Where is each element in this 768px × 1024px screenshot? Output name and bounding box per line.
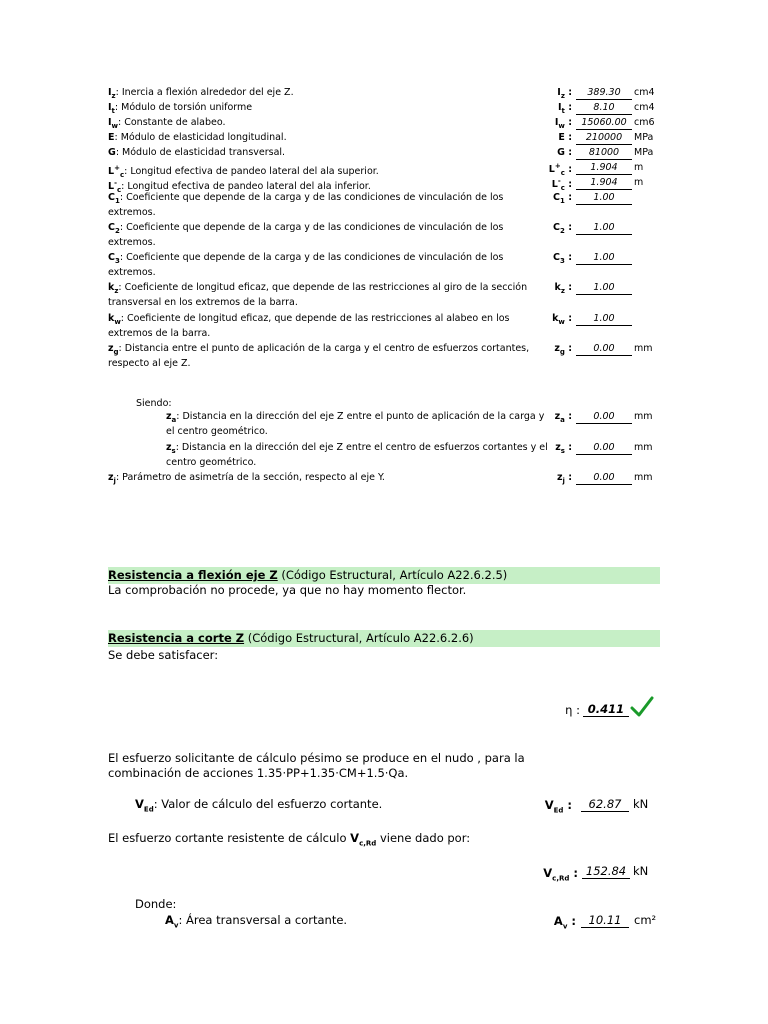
parameter-description: $I_w$: Constante de alabeo. [108, 117, 226, 130]
parameter-symbol: $I_t$ [108, 102, 115, 115]
parameter-description: $z_s$: Distancia en la dirección del eje Z entre el centro de esfuerzos cortantes y el centro geométrico. [166, 442, 548, 468]
parameter-symbol-right: $k_w$ : [552, 313, 572, 326]
parameter-value: 1.00 [576, 192, 632, 205]
parameter-value: 0.00 [576, 442, 632, 455]
parameter-symbol: $z_a$ [166, 411, 177, 424]
parameter-value: 1.00 [576, 282, 632, 295]
parameter-value: 15060.00 [576, 117, 632, 130]
parameter-description: $z_a$: Distancia en la dirección del eje Z entre el punto de aplicación de la carga y el centro geométrico. [166, 411, 545, 437]
eta-symbol: η : [565, 703, 580, 717]
parameter-description: $C_1$: Coeficiente que depende de la carga y de las condiciones de vinculación de los extremos. [108, 192, 504, 218]
flexion-text: La comprobación no procede, ya que no hay momento flector. [108, 583, 467, 597]
parameter-symbol: G [108, 147, 116, 158]
parameter-value: 210000 [576, 132, 632, 145]
parameter-symbol: $k_w$ [108, 313, 121, 326]
parameter-symbol-right: G : [557, 147, 572, 158]
corte-text-1: El esfuerzo solicitante de cálculo pésimo se produce en el nudo , para la combinación de acciones 1.35·PP+1.35·CM+1.5·Qa. [108, 751, 525, 780]
parameter-symbol-right: $I_w$ : [554, 117, 572, 130]
parameter-symbol: $C_2$ [108, 222, 120, 235]
section-title: Resistencia a flexión eje Z [108, 568, 278, 582]
parameter-symbol: $L^+_c$ [108, 164, 125, 180]
parameter-description: $k_z$: Coeficiente de longitud eficaz, que depende de las restricciones al giro de la sección transversal en los extremos de la barra. [108, 282, 528, 308]
parameter-unit: mm [634, 343, 653, 354]
parameter-symbol: $C_3$ [108, 252, 120, 265]
parameter-description: $I_z$: Inercia a flexión alrededor del eje Z. [108, 87, 294, 100]
corte-text-2: El esfuerzo cortante resistente de cálculo $V_{c,Rd}$ viene dado por: [108, 831, 471, 848]
parameter-description: G: Módulo de elasticidad transversal. [108, 147, 286, 158]
section-header-flexion [108, 567, 660, 584]
parameter-unit: m [634, 177, 644, 188]
parameter-symbol-right: $z_s$ : [555, 442, 572, 455]
ved-value: 62.87 [581, 797, 629, 812]
ved-symbol: $V_{Ed}$ [135, 797, 154, 814]
av-symbol: $A_v$ [165, 913, 179, 930]
parameter-description: $z_j$: Parámetro de asimetría de la sección, respecto al eje Y. [108, 472, 385, 485]
parameter-symbol: $C_1$ [108, 192, 120, 205]
parameter-value: 1.904 [576, 162, 632, 175]
parameter-symbol: E [108, 132, 115, 143]
parameter-description: $C_2$: Coeficiente que depende de la carga y de las condiciones de vinculación de los extremos. [108, 222, 504, 248]
parameter-symbol: $I_z$ [108, 87, 116, 100]
corte-intro: Se debe satisfacer: [108, 648, 219, 662]
parameter-unit: cm4 [634, 102, 655, 113]
vcrd-value: 152.84 [582, 864, 630, 879]
parameter-symbol-right: $z_j$ : [556, 472, 572, 485]
av-value: 10.11 [581, 913, 629, 928]
section-ref: (Código Estructural, Artículo A22.6.2.5) [277, 568, 508, 582]
ved-symbol-right: $V_{Ed}$ : [544, 798, 572, 815]
parameter-symbol: $z_g$ [108, 343, 119, 356]
section-ref: (Código Estructural, Artículo A22.6.2.6) [244, 631, 474, 645]
parameter-symbol: $L^-_c$ [108, 179, 122, 195]
section-title: Resistencia a corte Z [108, 631, 245, 645]
parameter-symbol: $I_w$ [108, 117, 119, 130]
parameter-unit: m [634, 162, 644, 173]
parameter-symbol-right: $L^+_c$ : [548, 162, 572, 178]
parameter-description: $L^-_c$: Longitud efectiva de pandeo lateral del ala inferior. [108, 179, 371, 195]
parameter-symbol: $z_j$ [108, 472, 116, 485]
parameter-value: 81000 [576, 147, 632, 160]
parameter-description: $L^+_c$: Longitud efectiva de pandeo lateral del ala superior. [108, 164, 379, 180]
parameter-symbol-right: $k_z$ : [554, 282, 572, 295]
ved-description: $V_{Ed}$: Valor de cálculo del esfuerzo cortante. [135, 797, 383, 814]
parameter-description: $z_g$: Distancia entre el punto de aplicación de la carga y el centro de esfuerzos cortantes, respecto al eje Z. [108, 343, 530, 369]
parameter-symbol-right: $C_3$ : [553, 252, 572, 265]
eta-value: 0.411 [583, 702, 629, 717]
parameter-description: $k_w$: Coeficiente de longitud eficaz, que depende de las restricciones al alabeo en los extremos de la barra. [108, 313, 510, 339]
parameter-value: 389.30 [576, 87, 632, 100]
section-header-corte [108, 630, 660, 647]
vcrd-symbol: $V_{c,Rd}$ : [543, 866, 578, 883]
parameter-unit: cm4 [634, 87, 655, 98]
av-symbol-right: $A_v$ : [553, 914, 576, 931]
parameter-unit: MPa [634, 147, 654, 158]
parameter-symbol-right: $C_1$ : [553, 192, 572, 205]
check-icon [630, 696, 654, 718]
av-description: $A_v$: Área transversal a cortante. [165, 913, 348, 930]
parameter-symbol-right: $z_g$ : [554, 343, 572, 356]
parameter-unit: mm [634, 442, 653, 453]
vcrd-unit: kN [633, 864, 649, 878]
parameter-description: $C_3$: Coeficiente que depende de la carga y de las condiciones de vinculación de los extremos. [108, 252, 504, 278]
parameter-value: 0.00 [576, 343, 632, 356]
parameter-symbol-right: $L^-_c$ : [551, 177, 572, 193]
parameter-symbol-right: $I_t$ : [557, 102, 572, 115]
parameter-symbol-right: $I_z$ : [557, 87, 572, 100]
parameter-value: 1.00 [576, 252, 632, 265]
av-unit: cm² [634, 913, 657, 927]
parameter-unit: mm [634, 411, 653, 422]
parameter-value: 0.00 [576, 472, 632, 485]
parameter-symbol-right: $z_a$ : [554, 411, 572, 424]
parameter-symbol-right: E : [558, 132, 572, 143]
parameter-value: 1.904 [576, 177, 632, 190]
parameter-value: 8.10 [576, 102, 632, 115]
parameter-symbol: $k_z$ [108, 282, 119, 295]
parameter-unit: cm6 [634, 117, 655, 128]
donde-label: Donde: [135, 897, 177, 911]
parameter-value: 0.00 [576, 411, 632, 424]
parameter-description: E: Módulo de elasticidad longitudinal. [108, 132, 287, 143]
parameter-symbol: $z_s$ [166, 442, 176, 455]
ved-unit: kN [633, 797, 649, 811]
parameter-symbol-right: $C_2$ : [553, 222, 572, 235]
parameter-value: 1.00 [576, 222, 632, 235]
parameter-unit: MPa [634, 132, 654, 143]
parameter-value: 1.00 [576, 313, 632, 326]
parameter-description: $I_t$: Módulo de torsión uniforme [108, 102, 253, 115]
parameter-unit: mm [634, 472, 653, 483]
